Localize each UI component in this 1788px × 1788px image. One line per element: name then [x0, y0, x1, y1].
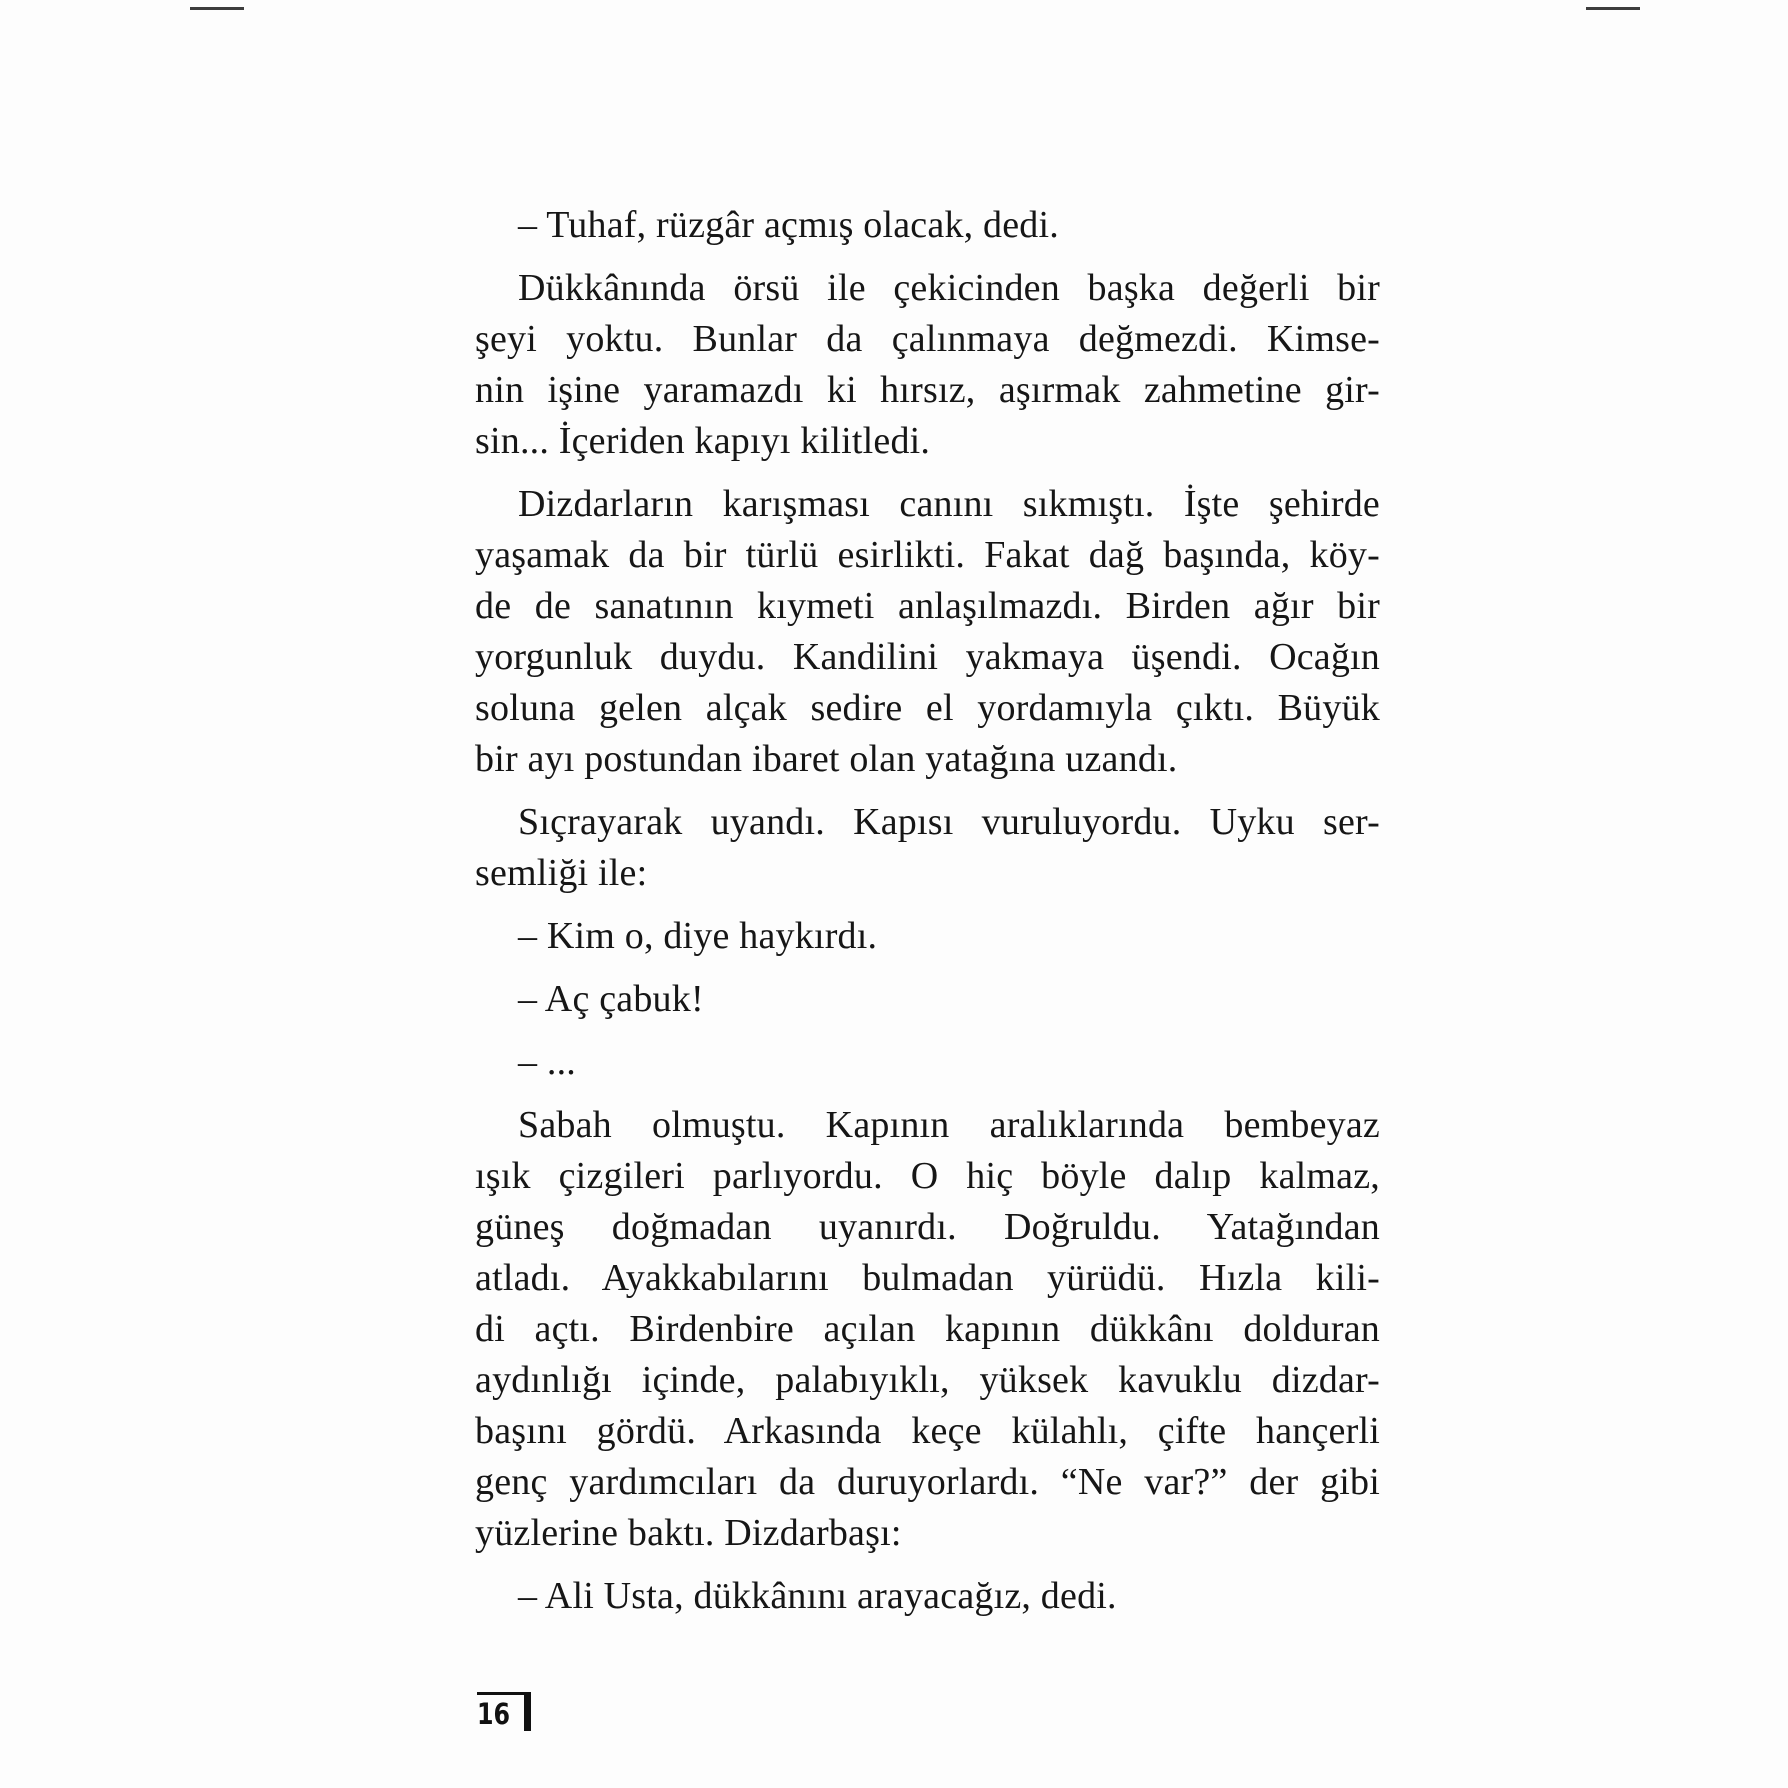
text-line: di açtı. Birdenbire açılan kapının dükkânı dolduran [475, 1308, 1380, 1350]
text-block [475, 200, 1380, 1622]
footer-bar [524, 1692, 531, 1731]
text-line: Dükkânında örsü ile çekicinden başka değerli bir [518, 267, 1380, 309]
text-line: – Aç çabuk! [518, 978, 704, 1020]
text-line: güneş doğmadan uyanırdı. Doğruldu. Yatağından [475, 1206, 1380, 1248]
text-line: semliği ile: [475, 852, 648, 894]
paragraph [475, 479, 1380, 785]
text-line: – Tuhaf, rüzgâr açmış olacak, dedi. [518, 204, 1059, 246]
paragraph [475, 1100, 1380, 1559]
footer-rule [477, 1692, 531, 1695]
text-line: – Kim o, diye haykırdı. [518, 915, 878, 957]
footer-ornament [477, 1692, 531, 1732]
paragraph [475, 974, 1380, 1025]
text-line: de de sanatının kıymeti anlaşılmazdı. Birden ağır bir [475, 585, 1380, 627]
top-left-rule [190, 7, 244, 10]
top-right-rule [1586, 7, 1640, 10]
text-line: soluna gelen alçak sedire el yordamıyla çıktı. Büyük [475, 687, 1380, 729]
text-line: aydınlığı içinde, palabıyıklı, yüksek kavuklu dizdar- [475, 1359, 1380, 1401]
text-line: – ... [518, 1041, 576, 1083]
text-line: yaşamak da bir türlü esirlikti. Fakat dağ başında, köy- [475, 534, 1380, 576]
text-line: – Ali Usta, dükkânını arayacağız, dedi. [518, 1575, 1117, 1617]
paragraph [475, 911, 1380, 962]
paragraph [475, 797, 1380, 899]
text-line: genç yardımcıları da duruyorlardı. “Ne var?” der gibi [475, 1461, 1380, 1503]
text-line: ışık çizgileri parlıyordu. O hiç böyle dalıp kalmaz, [475, 1155, 1380, 1197]
text-line: yorgunluk duydu. Kandilini yakmaya üşendi. Ocağın [475, 636, 1380, 678]
paragraph [475, 1037, 1380, 1088]
paragraph [475, 1571, 1380, 1622]
text-line: bir ayı postundan ibaret olan yatağına uzandı. [475, 738, 1178, 780]
paragraph [475, 200, 1380, 251]
text-line: sin... İçeriden kapıyı kilitledi. [475, 420, 931, 462]
text-line: şeyi yoktu. Bunlar da çalınmaya değmezdi. Kimse- [475, 318, 1380, 360]
text-line: Dizdarların karışması canını sıkmıştı. İşte şehirde [518, 483, 1380, 525]
text-line: başını gördü. Arkasında keçe külahlı, çifte hançerli [475, 1410, 1380, 1452]
page-number: 16 [477, 1697, 511, 1731]
text-line: nin işine yaramazdı ki hırsız, aşırmak zahmetine gir- [475, 369, 1380, 411]
text-line: yüzlerine baktı. Dizdarbaşı: [475, 1512, 902, 1554]
paragraph [475, 263, 1380, 467]
text-line: Sıçrayarak uyandı. Kapısı vuruluyordu. Uyku ser- [518, 801, 1380, 843]
text-line: atladı. Ayakkabılarını bulmadan yürüdü. Hızla kili- [475, 1257, 1380, 1299]
text-line: Sabah olmuştu. Kapının aralıklarında bembeyaz [518, 1104, 1380, 1146]
